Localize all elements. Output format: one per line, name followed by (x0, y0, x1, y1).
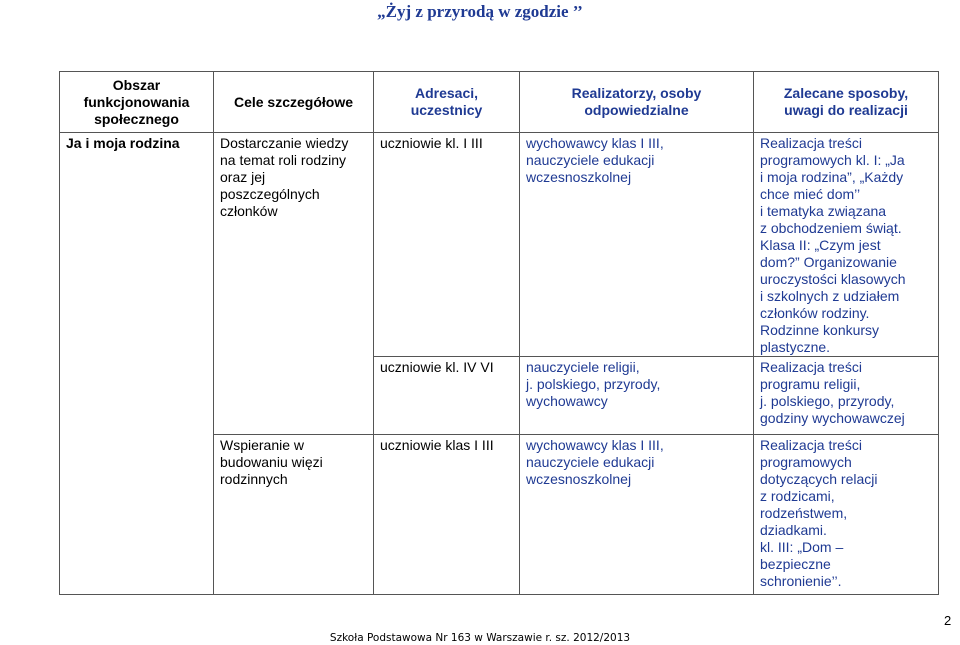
goal-cell: Dostarczanie wiedzy na temat roli rodziny oraz jej poszczególnych członków (214, 133, 374, 435)
header-goals: Cele szczegółowe (214, 72, 374, 133)
area-cell: Ja i moja rodzina (60, 133, 214, 595)
header-methods: Zalecane sposoby, uwagi do realizacji (754, 72, 939, 133)
addressees-cell: uczniowie kl. I III (374, 133, 520, 357)
header-area: Obszar funkcjonowania społecznego (60, 72, 214, 133)
methods-cell: Realizacja treści programu religii, j. polskiego, przyrody, godziny wychowawczej (754, 357, 939, 435)
goal-cell: Wspieranie w budowaniu więzi rodzinnych (214, 435, 374, 595)
addressees-cell: uczniowie kl. IV VI (374, 357, 520, 435)
methods-cell: Realizacja treści programowych kl. I: „Ja i moja rodzina”, „Każdy chce mieć dom’’ i tematyka związana z obchodzeniem świąt. Klasa II: „Czym jest dom?” Organizowanie uroczystości klasowych i szkolnych z udziałem członków rodziny. Rodzinne konkursy plastyczne. (754, 133, 939, 357)
implementers-cell: nauczyciele religii, j. polskiego, przyrody, wychowawcy (520, 357, 754, 435)
table-header-row (60, 72, 939, 133)
implementers-cell: wychowawcy klas I III, nauczyciele edukacji wczesnoszkolnej (520, 435, 754, 595)
table-row (60, 133, 939, 357)
header-implementers: Realizatorzy, osoby odpowiedzialne (520, 72, 754, 133)
methods-cell: Realizacja treści programowych dotyczących relacji z rodzicami, rodzeństwem, dziadkami. kl. III: „Dom – bezpieczne schronienie’’. (754, 435, 939, 595)
header-addressees: Adresaci, uczestnicy (374, 72, 520, 133)
document-title: „Żyj z przyrodą w zgodzie ’’ (377, 2, 583, 21)
program-table (59, 71, 939, 595)
implementers-cell: wychowawcy klas I III, nauczyciele edukacji wczesnoszkolnej (520, 133, 754, 357)
page-number: 2 (944, 613, 952, 628)
page-footer: Szkoła Podstawowa Nr 163 w Warszawie r. sz. 2012/2013 (329, 632, 631, 644)
addressees-cell: uczniowie klas I III (374, 435, 520, 595)
